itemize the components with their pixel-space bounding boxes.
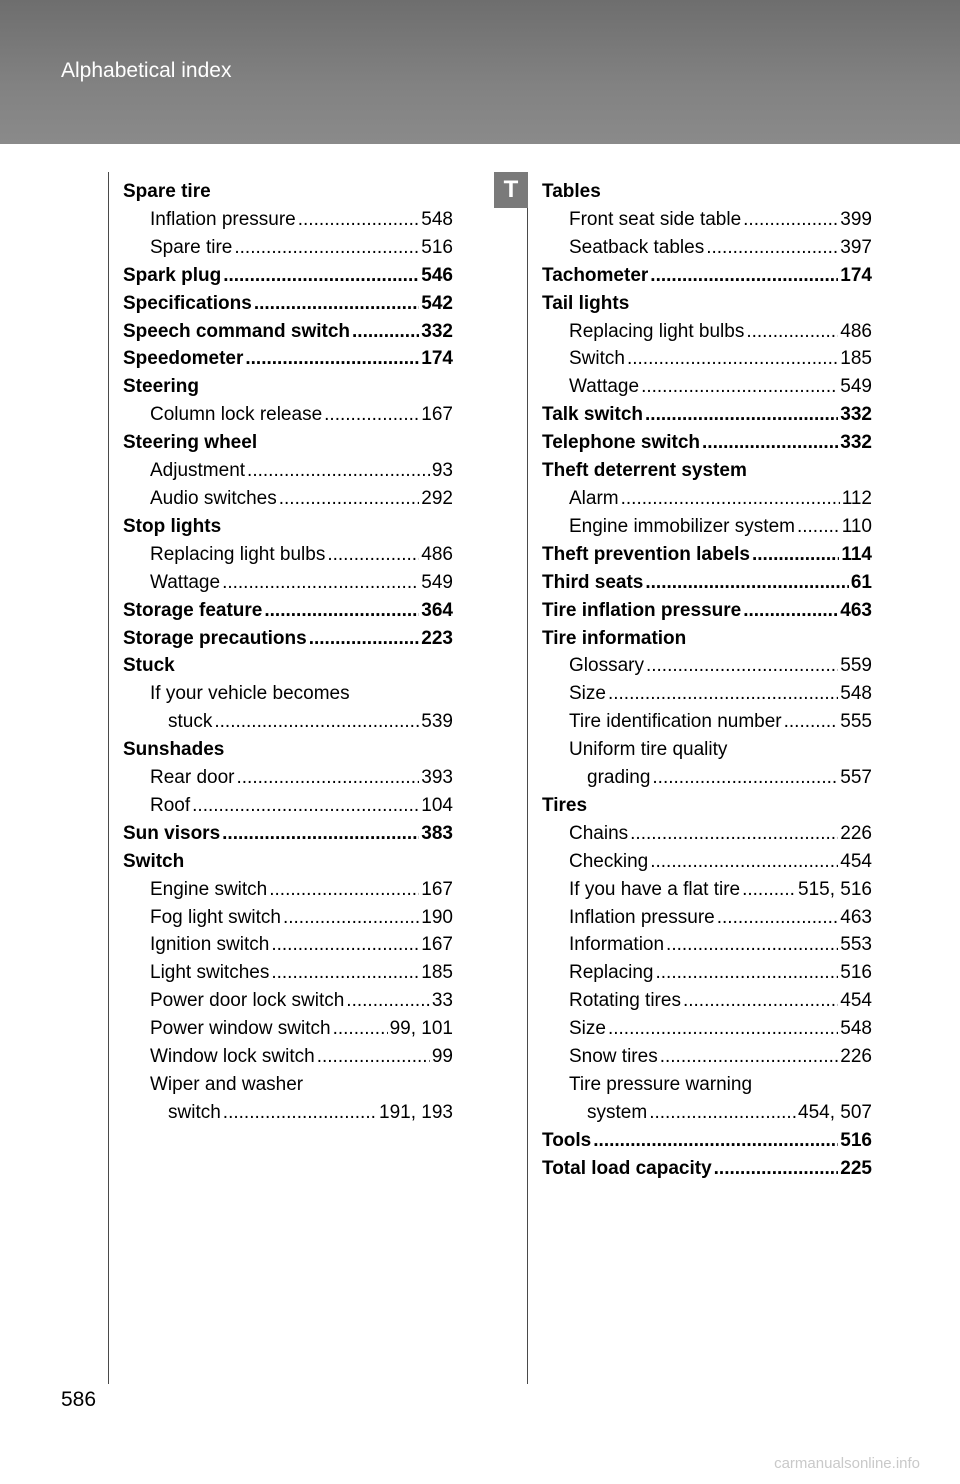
entry-label: Size: [569, 683, 606, 705]
entry-label: Talk switch: [542, 404, 644, 426]
dot-leader: [269, 876, 419, 904]
index-entry: [542, 792, 872, 820]
dot-leader: [752, 541, 839, 569]
dot-leader: [346, 987, 430, 1015]
dot-leader: [608, 680, 838, 708]
entry-page: 454: [840, 850, 872, 872]
index-entry: [123, 1099, 453, 1127]
entry-page: 364: [421, 599, 453, 621]
entry-page: 515, 516: [798, 878, 872, 900]
entry-label: Tire information: [542, 627, 687, 649]
entry-page: 110: [841, 515, 872, 537]
entry-label: Total load capacity: [542, 1157, 712, 1179]
index-entry: [123, 1071, 453, 1099]
entry-page: 185: [840, 348, 872, 370]
entry-label: Adjustment: [150, 460, 246, 482]
right-rule: [527, 172, 528, 1384]
dot-leader: [621, 485, 840, 513]
entry-label: Tables: [542, 181, 601, 202]
entry-label: Steering wheel: [123, 432, 258, 454]
entry-label: Roof: [150, 794, 191, 816]
left-rule: [108, 172, 109, 1384]
entry-page: 104: [421, 794, 453, 816]
entry-page: 553: [840, 934, 872, 956]
entry-label: Inflation pressure: [569, 906, 715, 928]
entry-page: 454, 507: [798, 1101, 872, 1123]
index-entry: [123, 513, 453, 541]
index-entry: [542, 820, 872, 848]
dot-leader: [746, 318, 838, 346]
dot-leader: [309, 625, 420, 653]
index-column-right: [542, 178, 872, 1183]
index-entry: [123, 373, 453, 401]
entry-label: Uniform tire quality: [569, 739, 728, 761]
index-entry: [542, 959, 872, 987]
entry-label: Power door lock switch: [150, 990, 345, 1012]
entry-label: Replacing: [569, 962, 654, 984]
entry-label: Audio switches: [150, 487, 277, 509]
entry-page: 167: [421, 934, 453, 956]
page-header: [0, 0, 960, 144]
entry-label: Information: [569, 934, 665, 956]
dot-leader: [352, 318, 419, 346]
entry-label: Sun visors: [123, 822, 221, 844]
entry-label: Speech command switch: [123, 320, 351, 342]
index-entry: [542, 401, 872, 429]
entry-label: stuck: [168, 711, 213, 733]
entry-page: 93: [431, 460, 453, 482]
entry-label: Wattage: [569, 376, 640, 398]
entry-label: Light switches: [150, 962, 270, 984]
index-entry: [542, 262, 872, 290]
dot-leader: [223, 1099, 377, 1127]
index-entry: [542, 569, 872, 597]
entry-label: system: [587, 1101, 648, 1123]
entry-label: Wattage: [150, 571, 221, 593]
entry-label: Storage feature: [123, 599, 263, 621]
index-entry: [123, 680, 453, 708]
entry-page: 546: [421, 264, 453, 286]
entry-page: 99, 101: [389, 1018, 453, 1040]
entry-label: Telephone switch: [542, 432, 701, 454]
entry-page: 223: [421, 627, 453, 649]
entry-label: switch: [168, 1101, 221, 1123]
dot-leader: [324, 401, 419, 429]
dot-leader: [646, 652, 838, 680]
entry-label: Tire inflation pressure: [542, 599, 742, 621]
dot-leader: [660, 1043, 839, 1071]
entry-label: Tires: [542, 794, 588, 816]
entry-label: Stop lights: [123, 515, 222, 537]
index-entry: [123, 931, 453, 959]
entry-page: 539: [421, 711, 453, 733]
entry-page: 332: [840, 432, 872, 454]
dot-leader: [333, 1015, 388, 1043]
index-entry: [542, 1071, 872, 1099]
entry-label: Rear door: [150, 767, 235, 789]
index-entry: [123, 429, 453, 457]
dot-leader: [666, 931, 838, 959]
entry-label: Power window switch: [150, 1018, 331, 1040]
dot-leader: [254, 290, 419, 318]
entry-page: 226: [840, 822, 872, 844]
entry-page: 542: [421, 292, 453, 314]
entry-label: Ignition switch: [150, 934, 270, 956]
watermark: carmanualsonline.info: [774, 1455, 920, 1472]
dot-leader: [656, 959, 839, 987]
index-entry: [542, 318, 872, 346]
dot-leader: [593, 1127, 838, 1155]
index-entry: [123, 792, 453, 820]
index-entry: [123, 262, 453, 290]
entry-page: 548: [840, 1018, 872, 1040]
dot-leader: [784, 708, 839, 736]
entry-label: Checking: [569, 850, 649, 872]
entry-label: If your vehicle becomes: [150, 683, 350, 705]
index-entry: [542, 680, 872, 708]
index-entry: [123, 206, 453, 234]
dot-leader: [650, 848, 838, 876]
entry-page: 185: [421, 962, 453, 984]
index-entry: [542, 290, 872, 318]
index-entry: [123, 178, 453, 206]
dot-leader: [222, 569, 419, 597]
entry-page: 454: [840, 990, 872, 1012]
index-entry: [123, 652, 453, 680]
entry-page: 516: [421, 236, 453, 258]
entry-page: 112: [841, 487, 872, 509]
index-column-left: [123, 178, 453, 1127]
index-entry: [542, 764, 872, 792]
entry-label: Engine immobilizer system: [569, 515, 795, 537]
entry-label: Snow tires: [569, 1046, 658, 1068]
entry-page: 167: [421, 404, 453, 426]
entry-page: 167: [421, 878, 453, 900]
entry-label: Switch: [569, 348, 625, 370]
entry-page: 114: [841, 543, 872, 565]
header-title: Alphabetical index: [61, 59, 232, 82]
dot-leader: [717, 904, 839, 932]
index-entry: [123, 708, 453, 736]
entry-label: If you have a flat tire: [569, 878, 741, 900]
entry-label: Theft deterrent system: [542, 460, 747, 482]
index-entry: [542, 1099, 872, 1127]
index-entry: [542, 457, 872, 485]
index-entry: [542, 1043, 872, 1071]
entry-label: Tail lights: [542, 292, 630, 314]
entry-page: 225: [840, 1157, 872, 1179]
index-entry: [123, 764, 453, 792]
entry-label: Specifications: [123, 292, 252, 314]
index-entry: [542, 1155, 872, 1183]
dot-leader: [714, 1155, 839, 1183]
dot-leader: [317, 1043, 430, 1071]
index-entry: [123, 1015, 453, 1043]
index-entry: [123, 959, 453, 987]
index-entry: [542, 931, 872, 959]
index-entry: [123, 345, 453, 373]
entry-page: 548: [421, 208, 453, 230]
index-entry: [542, 206, 872, 234]
dot-leader: [271, 959, 419, 987]
entry-label: Tools: [542, 1129, 592, 1151]
dot-leader: [271, 931, 419, 959]
entry-page: 191, 193: [379, 1101, 453, 1123]
entry-page: 174: [840, 264, 872, 286]
entry-page: 190: [421, 906, 453, 928]
index-entry: [123, 234, 453, 262]
dot-leader: [279, 485, 420, 513]
entry-label: Spark plug: [123, 264, 222, 286]
dot-leader: [234, 234, 419, 262]
index-entry: [542, 373, 872, 401]
entry-page: 332: [840, 404, 872, 426]
entry-label: Window lock switch: [150, 1046, 315, 1068]
entry-label: Spare tire: [123, 181, 211, 202]
entry-label: Switch: [123, 850, 185, 872]
entry-label: Wiper and washer: [150, 1074, 304, 1095]
entry-page: 549: [840, 376, 872, 398]
dot-leader: [650, 262, 838, 290]
entry-label: Storage precautions: [123, 627, 307, 649]
entry-page: 383: [421, 822, 453, 844]
section-tab: T: [494, 172, 528, 208]
dot-leader: [706, 234, 838, 262]
page-number: 586: [61, 1388, 97, 1411]
index-entry: [542, 876, 872, 904]
index-entry: [123, 987, 453, 1015]
entry-page: 486: [840, 320, 872, 342]
dot-leader: [298, 206, 420, 234]
index-entry: [542, 1015, 872, 1043]
dot-leader: [245, 345, 419, 373]
dot-leader: [702, 429, 838, 457]
entry-label: Engine switch: [150, 878, 268, 900]
entry-page: 174: [421, 348, 453, 370]
index-entry: [123, 848, 453, 876]
entry-label: Third seats: [542, 571, 644, 593]
entry-label: grading: [587, 767, 651, 789]
entry-page: 61: [850, 571, 872, 593]
index-entry: [123, 876, 453, 904]
entry-page: 548: [840, 683, 872, 705]
index-entry: [542, 485, 872, 513]
entry-page: 397: [840, 236, 872, 258]
index-entry: [123, 485, 453, 513]
index-entry: [542, 708, 872, 736]
dot-leader: [641, 373, 838, 401]
dot-leader: [743, 597, 838, 625]
dot-leader: [222, 820, 419, 848]
entry-page: 463: [840, 906, 872, 928]
entry-label: Size: [569, 1018, 606, 1040]
index-entry: [542, 904, 872, 932]
index-entry: [542, 178, 872, 206]
entry-label: Alarm: [569, 487, 619, 509]
entry-page: 486: [421, 543, 453, 565]
index-entry: [542, 234, 872, 262]
index-entry: [123, 541, 453, 569]
dot-leader: [743, 206, 838, 234]
entry-page: 516: [840, 1129, 872, 1151]
entry-label: Steering: [123, 376, 200, 398]
entry-label: Theft prevention labels: [542, 543, 750, 565]
index-entry: [542, 848, 872, 876]
entry-label: Tire identification number: [569, 711, 782, 733]
index-entry: [123, 1043, 453, 1071]
dot-leader: [797, 513, 840, 541]
entry-page: 549: [421, 571, 453, 593]
index-entry: [542, 541, 872, 569]
index-entry: [542, 1127, 872, 1155]
index-entry: [123, 290, 453, 318]
dot-leader: [649, 1099, 796, 1127]
entry-page: 557: [840, 767, 872, 789]
entry-label: Chains: [569, 822, 629, 844]
entry-page: 555: [840, 711, 872, 733]
index-entry: [542, 736, 872, 764]
entry-label: Stuck: [123, 655, 175, 677]
dot-leader: [247, 457, 430, 485]
dot-leader: [742, 876, 796, 904]
entry-label: Inflation pressure: [150, 208, 296, 230]
dot-leader: [223, 262, 419, 290]
entry-page: 393: [421, 767, 453, 789]
index-entry: [542, 345, 872, 373]
dot-leader: [192, 792, 419, 820]
entry-label: Glossary: [569, 655, 644, 677]
entry-label: Sunshades: [123, 739, 225, 761]
dot-leader: [283, 904, 419, 932]
dot-leader: [645, 569, 848, 597]
entry-label: Seatback tables: [569, 236, 705, 258]
dot-leader: [214, 708, 419, 736]
index-entry: [123, 569, 453, 597]
entry-label: Speedometer: [123, 348, 244, 370]
index-entry: [123, 318, 453, 346]
dot-leader: [630, 820, 838, 848]
entry-label: Replacing light bulbs: [150, 543, 326, 565]
index-entry: [542, 625, 872, 653]
entry-page: 226: [840, 1046, 872, 1068]
entry-page: 463: [840, 599, 872, 621]
entry-page: 292: [421, 487, 453, 509]
index-entry: [123, 457, 453, 485]
index-entry: [542, 987, 872, 1015]
entry-page: 399: [840, 208, 872, 230]
index-entry: [123, 401, 453, 429]
entry-label: Fog light switch: [150, 906, 281, 928]
entry-label: Column lock release: [150, 404, 323, 426]
dot-leader: [627, 345, 838, 373]
index-entry: [123, 625, 453, 653]
entry-label: Front seat side table: [569, 208, 742, 230]
entry-label: Spare tire: [150, 236, 233, 258]
dot-leader: [645, 401, 838, 429]
entry-page: 332: [421, 320, 453, 342]
dot-leader: [237, 764, 420, 792]
entry-label: Tire pressure warning: [569, 1074, 753, 1095]
dot-leader: [683, 987, 838, 1015]
entry-label: Tachometer: [542, 264, 649, 286]
dot-leader: [652, 764, 838, 792]
index-entry: [542, 513, 872, 541]
index-entry: [542, 652, 872, 680]
index-entry: [123, 597, 453, 625]
dot-leader: [327, 541, 419, 569]
entry-label: Rotating tires: [569, 990, 681, 1012]
dot-leader: [264, 597, 419, 625]
index-entry: [542, 429, 872, 457]
entry-page: 99: [431, 1046, 453, 1068]
index-entry: [123, 820, 453, 848]
entry-page: 516: [840, 962, 872, 984]
index-entry: [542, 597, 872, 625]
entry-page: 559: [840, 655, 872, 677]
index-entry: [123, 736, 453, 764]
entry-page: 33: [431, 990, 453, 1012]
dot-leader: [608, 1015, 838, 1043]
index-entry: [123, 904, 453, 932]
entry-label: Replacing light bulbs: [569, 320, 745, 342]
